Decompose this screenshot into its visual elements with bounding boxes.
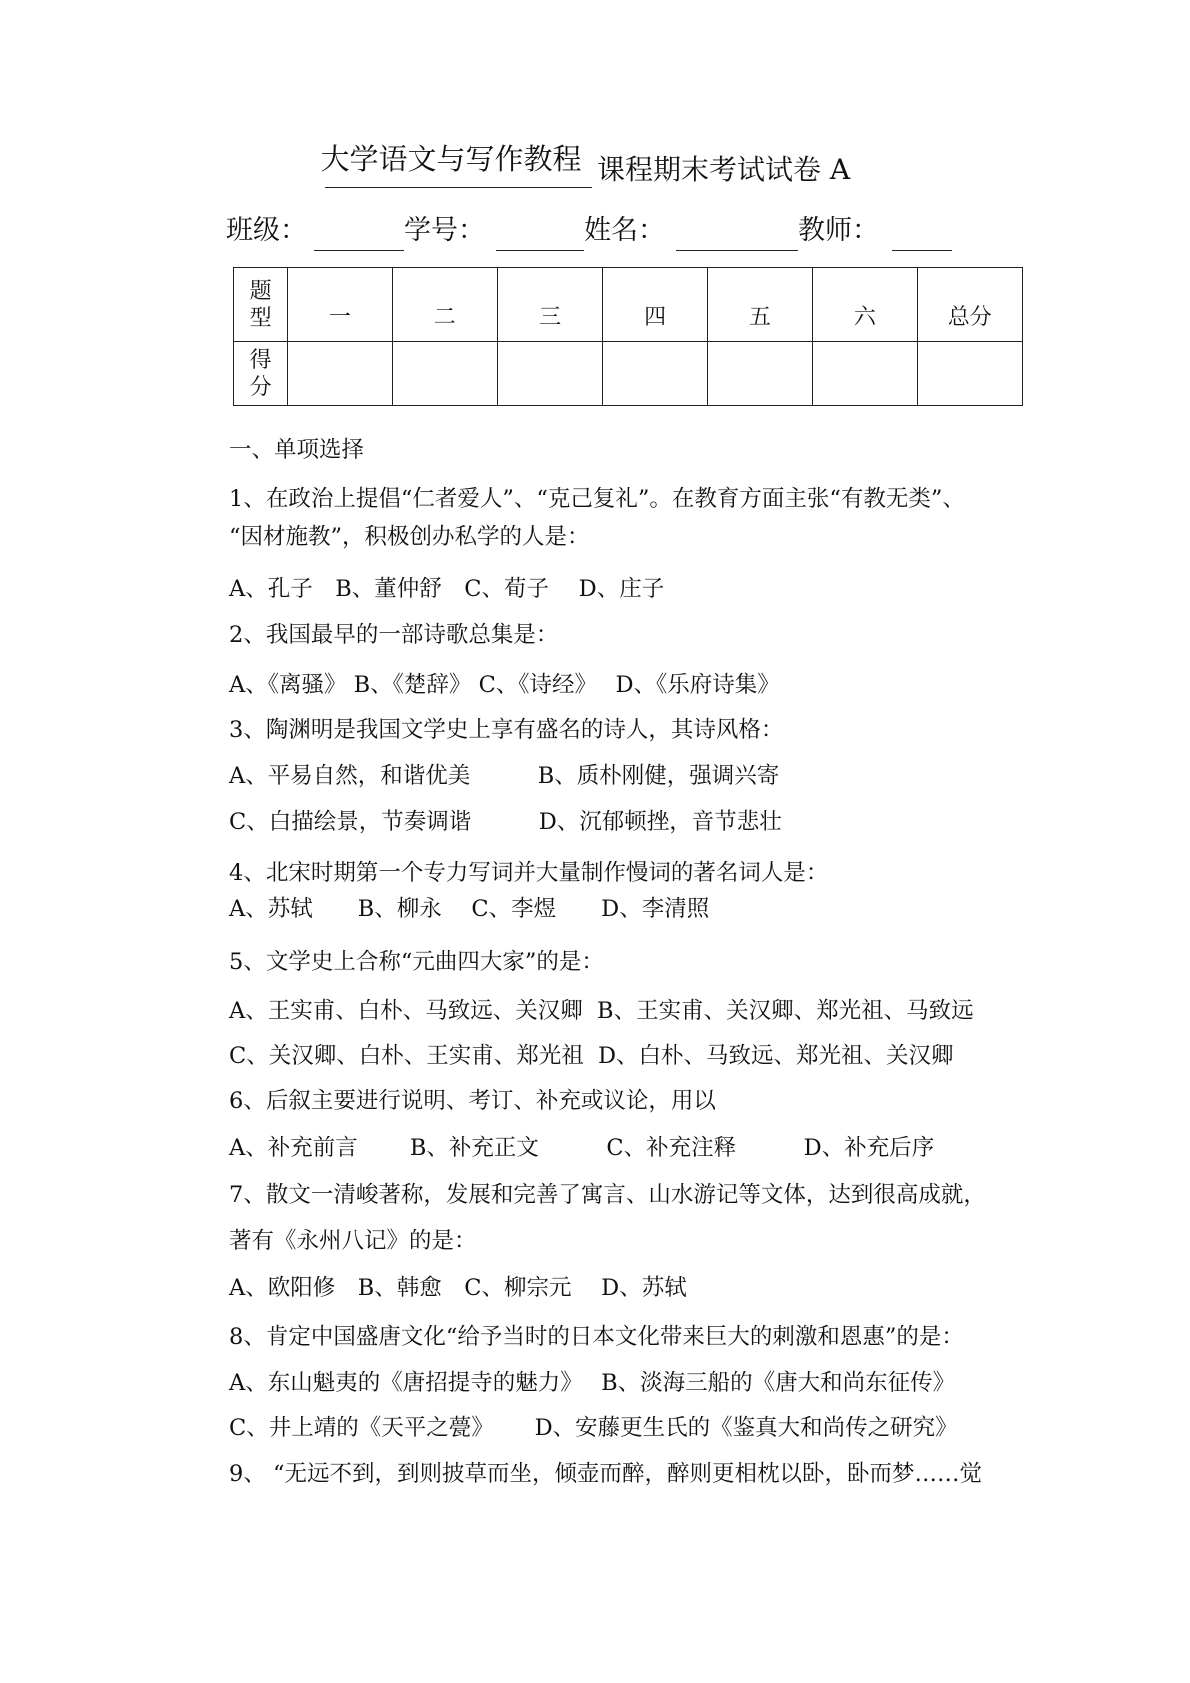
score-table-score-row: [234, 342, 1023, 406]
question-line: A、东山魁夷的《唐招提寺的魅力》 B、淡海三船的《唐大和尚东征传》: [229, 1370, 956, 1396]
score-header: 得 分: [234, 342, 288, 406]
question-line: C、白描绘景，节奏调谐 D、沉郁顿挫，音节悲壮: [229, 809, 782, 835]
column-header: 二: [392, 268, 497, 342]
score-cell[interactable]: [392, 342, 497, 406]
course-name: 大学语文与写作教程: [320, 142, 582, 176]
question-line: 3、陶渊明是我国文学史上享有盛名的诗人，其诗风格：: [229, 717, 784, 743]
column-header: 四: [603, 268, 707, 342]
question-line: A、孔子 B、董仲舒 C、荀子 D、庄子: [229, 576, 665, 602]
class-blank[interactable]: [314, 250, 404, 251]
name-label: 姓名：: [584, 215, 665, 246]
score-cell[interactable]: [917, 342, 1022, 406]
teacher-label: 教师：: [798, 215, 879, 246]
column-header: 总分: [917, 268, 1022, 342]
course-name-underline: [325, 187, 592, 188]
question-type-header: 题 型: [234, 268, 288, 342]
question-line: 9、 “无远不到，到则披草而坐，倾壶而醉，醉则更相枕以卧，卧而梦……觉: [229, 1461, 982, 1487]
score-cell[interactable]: [813, 342, 917, 406]
student-id-label: 学号：: [404, 215, 485, 246]
score-cell[interactable]: [288, 342, 392, 406]
question-line: 4、北宋时期第一个专力写词并大量制作慢词的著名词人是：: [229, 860, 829, 886]
question-line: 6、后叙主要进行说明、考订、补充或议论，用以: [229, 1088, 716, 1114]
question-line: A、平易自然，和谐优美 B、质朴刚健，强调兴寄: [229, 763, 780, 789]
score-cell[interactable]: [707, 342, 812, 406]
column-header: 五: [707, 268, 812, 342]
column-header: 一: [288, 268, 392, 342]
section-heading: 一、单项选择: [229, 437, 365, 463]
exam-title: [310, 136, 950, 196]
question-line: A、苏轼 B、柳永 C、李煜 D、李清照: [229, 896, 710, 922]
score-table: [233, 267, 1023, 406]
question-line: 7、散文一清峻著称，发展和完善了寓言、山水游记等文体，达到很高成就，: [229, 1182, 986, 1208]
score-cell[interactable]: [603, 342, 707, 406]
question-line: C、关汉卿、白朴、王实甫、郑光祖 D、白朴、马致远、郑光祖、关汉卿: [229, 1043, 954, 1069]
class-label: 班级：: [226, 215, 307, 246]
question-line: 1、在政治上提倡“仁者爱人”、“克己复礼”。在教育方面主张“有教无类”、: [229, 486, 965, 512]
question-line: A、王实甫、白朴、马致远、关汉卿 B、王实甫、关汉卿、郑光祖、马致远: [229, 998, 974, 1024]
question-line: 8、肯定中国盛唐文化“给予当时的日本文化带来巨大的刺激和恩惠”的是：: [229, 1324, 964, 1350]
column-header: 六: [813, 268, 917, 342]
name-blank[interactable]: [676, 250, 798, 251]
question-line: “因材施教”，积极创办私学的人是：: [229, 524, 590, 550]
score-table-header-row: [234, 268, 1023, 342]
question-line: A、《离骚》 B、《楚辞》 C、《诗经》 D、《乐府诗集》: [229, 672, 780, 698]
column-header: 三: [497, 268, 602, 342]
score-cell[interactable]: [497, 342, 602, 406]
question-line: C、井上靖的《天平之甍》 D、安藤更生氏的《鉴真大和尚传之研究》: [229, 1415, 958, 1441]
question-line: A、欧阳修 B、韩愈 C、柳宗元 D、苏轼: [229, 1275, 687, 1301]
question-line: 著有《永州八记》的是：: [229, 1228, 477, 1254]
teacher-blank[interactable]: [892, 250, 952, 251]
question-line: 2、我国最早的一部诗歌总集是：: [229, 622, 559, 648]
student-id-blank[interactable]: [496, 250, 584, 251]
question-line: A、补充前言 B、补充正文 C、补充注释 D、补充后序: [229, 1135, 935, 1161]
exam-title-text: 课程期末考试试卷 A: [597, 153, 851, 186]
question-line: 5、文学史上合称“元曲四大家”的是：: [229, 949, 604, 975]
student-info-row: [226, 212, 966, 260]
